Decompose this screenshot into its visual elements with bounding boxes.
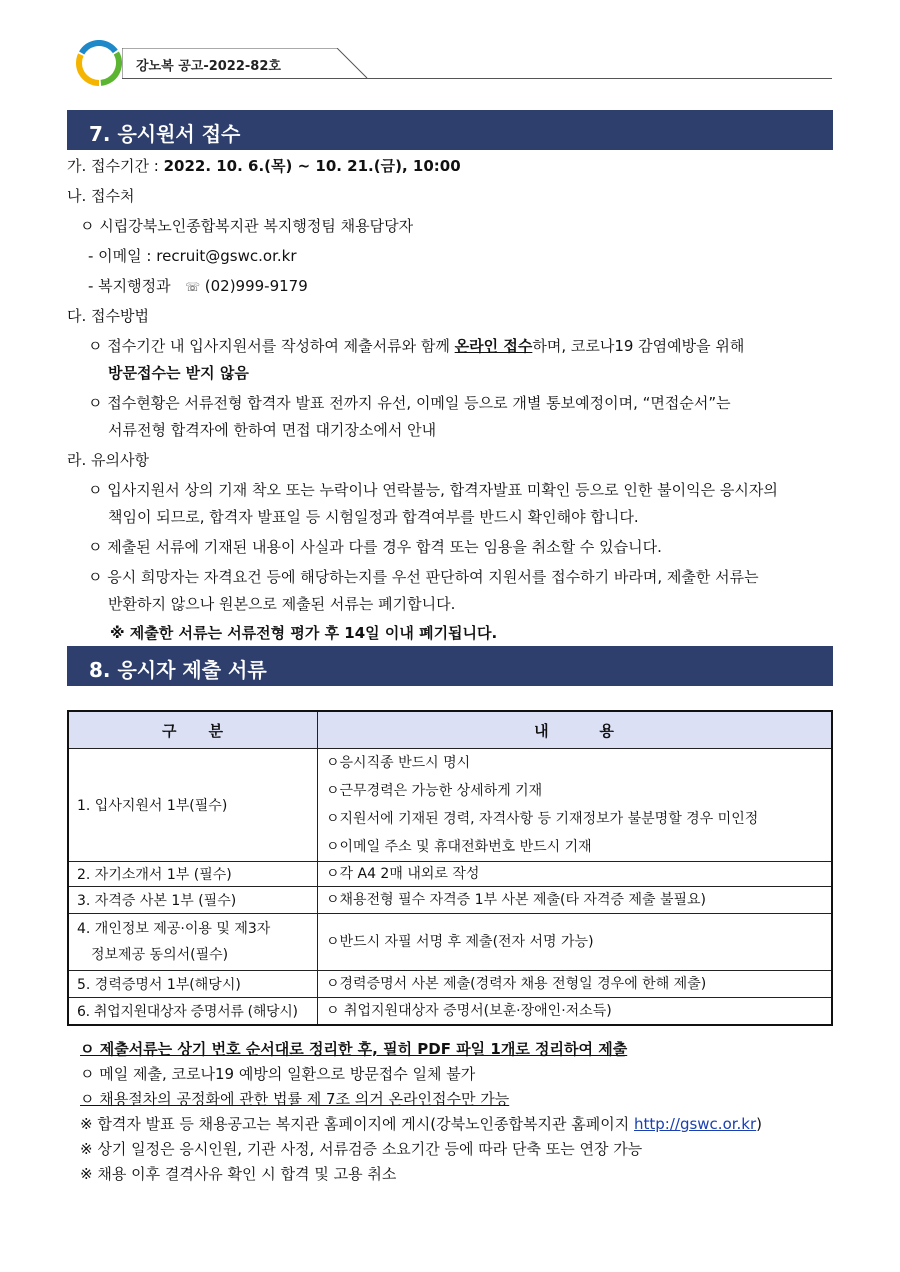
section-7-heading: 7. 응시원서 접수 <box>67 110 833 150</box>
note-2: ㅇ 제출된 서류에 기재된 내용이 사실과 다를 경우 합격 또는 임용을 취소할 수 있습니다. <box>88 538 662 556</box>
method-2: ㅇ 접수현황은 서류전형 합격자 발표 전까지 유선, 이메일 등으로 개별 통보예정이며, “면접순서”는 <box>88 394 731 412</box>
table-row <box>68 749 832 862</box>
phone-line: - 복지행정과 ☏ (02)999-9179 <box>88 277 308 295</box>
table-cell-item: 5. 경력증명서 1부(해당시) <box>68 971 318 998</box>
table-cell-contents: ㅇ반드시 자필 서명 후 제출(전자 서명 가능) <box>318 914 833 971</box>
table-row <box>68 971 832 998</box>
note-1-cont: 책임이 되므로, 합격자 발표일 등 시험일정과 합격여부를 반드시 확인해야 합니다. <box>108 508 639 526</box>
table-cell-item: 1. 입사지원서 1부(필수) <box>68 749 318 862</box>
table-cell-contents: ㅇ채용전형 필수 자격증 1부 사본 제출(타 자격증 제출 불필요) <box>318 887 833 914</box>
note-3-cont: 반환하지 않으나 원본으로 제출된 서류는 폐기합니다. <box>108 595 456 613</box>
notes-heading: 라. 유의사항 <box>67 451 149 469</box>
table-row <box>68 862 832 887</box>
documents-table <box>67 710 833 1026</box>
note-4: ※ 제출한 서류는 서류전형 평가 후 14일 이내 폐기됩니다. <box>110 624 498 642</box>
method-heading: 다. 접수방법 <box>67 307 149 325</box>
table-cell-item: 3. 자격증 사본 1부 (필수) <box>68 887 318 914</box>
email-line: - 이메일 : recruit@gswc.or.kr <box>88 247 297 265</box>
doc-number: 강노복 공고-2022-82호 <box>136 59 281 74</box>
table-header-row <box>68 711 832 749</box>
place-heading: 나. 접수처 <box>67 187 135 205</box>
table-header-category: 구 분 <box>68 711 318 749</box>
table-row <box>68 887 832 914</box>
phone-icon: ☏ <box>184 280 200 294</box>
table-cell-contents: ㅇ각 A4 2매 내외로 작성 <box>318 862 833 887</box>
place-org: ㅇ 시립강북노인종합복지관 복지행정팀 채용담당자 <box>80 217 414 235</box>
homepage-link[interactable]: http://gswc.or.kr <box>634 1115 757 1133</box>
method-1-cont: 방문접수는 받지 않음 <box>108 364 249 382</box>
section-8-heading: 8. 응시자 제출 서류 <box>67 646 833 686</box>
method-2-cont: 서류전형 합격자에 한하여 면접 대기장소에서 안내 <box>108 421 437 439</box>
after-note-1: ㅇ 제출서류는 상기 번호 순서대로 정리한 후, 필히 PDF 파일 1개로 정리하여 제출 <box>80 1040 628 1058</box>
method-1: ㅇ 접수기간 내 입사지원서를 작성하여 제출서류와 함께 온라인 접수하며, 코로나19 감염예방을 위해 <box>88 337 745 355</box>
logo-icon <box>76 40 122 86</box>
document-header <box>72 38 832 88</box>
table-cell-contents: ㅇ경력증명서 사본 제출(경력자 채용 전형일 경우에 한해 제출) <box>318 971 833 998</box>
period-line: 가. 접수기간 : 2022. 10. 6.(목) ~ 10. 21.(금), 10:00 <box>67 157 461 175</box>
table-cell-contents: ㅇ 취업지원대상자 증명서(보훈·장애인·저소득) <box>318 998 833 1026</box>
table-cell-item: 4. 개인정보 제공·이용 및 제3자 정보제공 동의서(필수) <box>68 914 318 971</box>
after-note-4: ※ 합격자 발표 등 채용공고는 복지관 홈페이지에 게시(강북노인종합복지관 홈페이지 http://gswc.or.kr) <box>80 1115 763 1133</box>
after-note-3: ㅇ 채용절차의 공정화에 관한 법률 제 7조 의거 온라인접수만 가능 <box>80 1090 510 1108</box>
table-row <box>68 914 832 971</box>
table-cell-item: 2. 자기소개서 1부 (필수) <box>68 862 318 887</box>
email-address[interactable]: recruit@gswc.or.kr <box>156 247 297 265</box>
table-row <box>68 998 832 1026</box>
after-note-2: ㅇ 메일 제출, 코로나19 예방의 일환으로 방문접수 일체 불가 <box>80 1065 476 1083</box>
header-divider <box>122 78 832 79</box>
after-note-5: ※ 상기 일정은 응시인원, 기관 사정, 서류검증 소요기간 등에 따라 단축 또는 연장 가능 <box>80 1140 643 1158</box>
table-cell-item: 6. 취업지원대상자 증명서류 (해당시) <box>68 998 318 1026</box>
after-note-6: ※ 채용 이후 결격사유 확인 시 합격 및 고용 취소 <box>80 1165 397 1183</box>
note-3: ㅇ 응시 희망자는 자격요건 등에 해당하는지를 우선 판단하여 지원서를 접수하기 바라며, 제출한 서류는 <box>88 568 759 586</box>
table-cell-contents: ㅇ응시직종 반드시 명시 ㅇ근무경력은 가능한 상세하게 기재 ㅇ지원서에 기재된 경력, 자격사항 등 기재정보가 불분명할 경우 미인정 ㅇ이메일 주소 및 휴대전화번호 반드시 기재 <box>318 749 833 862</box>
note-1: ㅇ 입사지원서 상의 기재 착오 또는 누락이나 연락불능, 합격자발표 미확인 등으로 인한 불이익은 응시자의 <box>88 481 778 499</box>
table-header-contents: 내 용 <box>318 711 833 749</box>
